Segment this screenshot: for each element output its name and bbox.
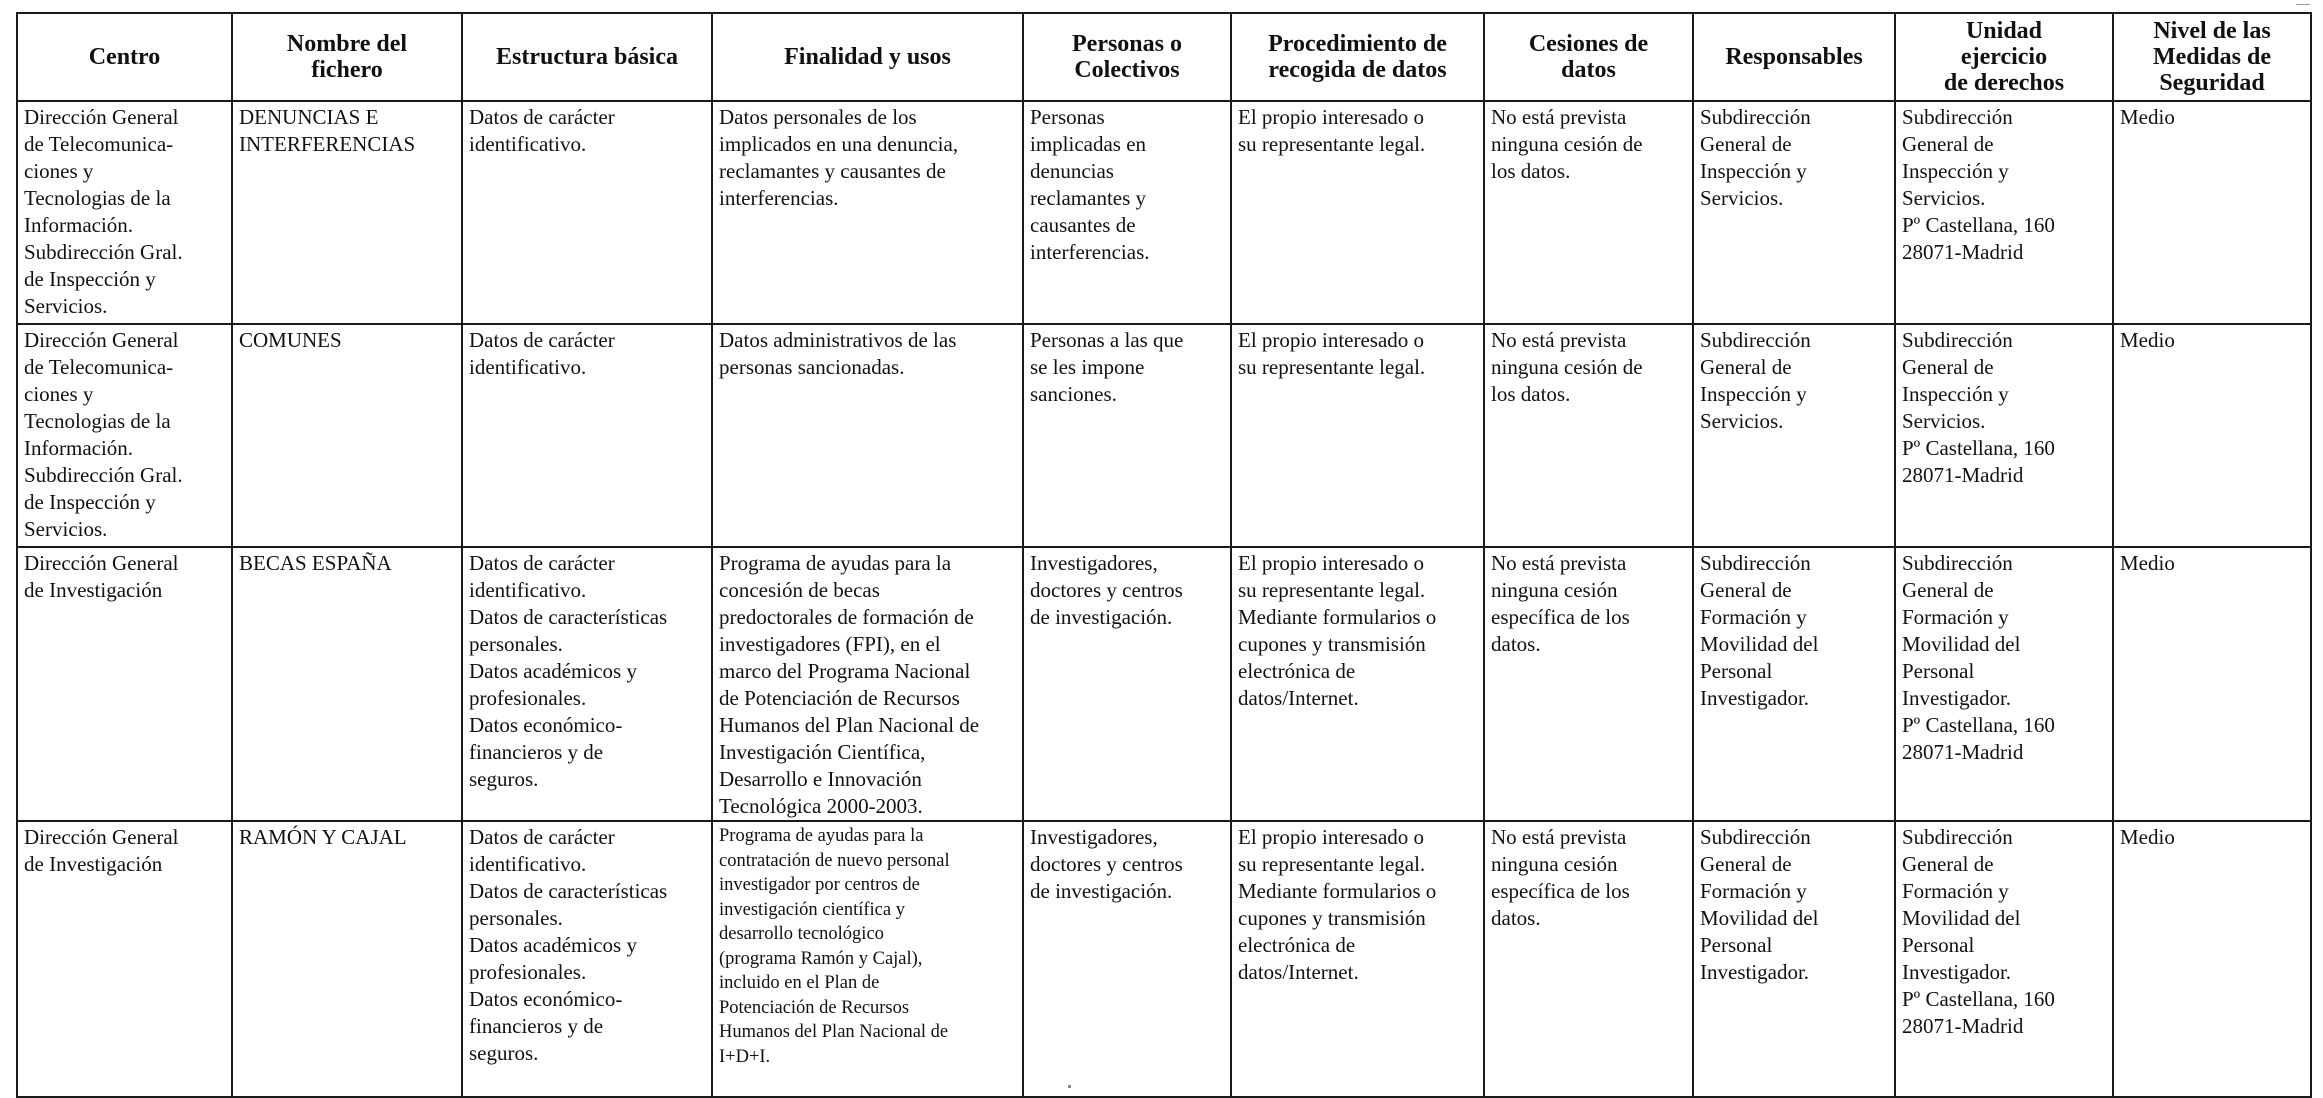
cell-cesiones: No está prevista ninguna cesión de los datos. (1484, 101, 1693, 324)
table-row (17, 101, 2311, 324)
header-nivel-seguridad: Nivel de las Medidas de Seguridad (2113, 13, 2311, 101)
header-procedimiento: Procedimiento de recogida de datos (1231, 13, 1484, 101)
cell-nombre: RAMÓN Y CAJAL (232, 821, 462, 1097)
cell-unidad: Subdirección General de Formación y Movilidad del Personal Investigador. Pº Castellana, 160 28071-Madrid (1895, 821, 2113, 1097)
cell-personas: Personas implicadas en denuncias reclamantes y causantes de interferencias. (1023, 101, 1231, 324)
scan-mark (2296, 4, 2310, 5)
table-row (17, 821, 2311, 1097)
cell-nombre: DENUNCIAS E INTERFERENCIAS (232, 101, 462, 324)
cell-cesiones: No está prevista ninguna cesión de los datos. (1484, 324, 1693, 547)
cell-procedimiento: El propio interesado o su representante legal. Mediante formularios o cupones y transmisión electrónica de datos/Internet. (1231, 821, 1484, 1097)
cell-estructura: Datos de carácter identificativo. Datos de características personales. Datos académicos y profesionales. Datos económico- financieros y de seguros. (462, 821, 712, 1097)
cell-cesiones: No está prevista ninguna cesión específica de los datos. (1484, 821, 1693, 1097)
cell-unidad: Subdirección General de Inspección y Servicios. Pº Castellana, 160 28071-Madrid (1895, 324, 2113, 547)
header-centro: Centro (17, 13, 232, 101)
cell-procedimiento: El propio interesado o su representante legal. Mediante formularios o cupones y transmisión electrónica de datos/Internet. (1231, 547, 1484, 821)
cell-centro: Dirección General de Investigación (17, 547, 232, 821)
header-cesiones: Cesiones de datos (1484, 13, 1693, 101)
cell-estructura: Datos de carácter identificativo. (462, 101, 712, 324)
cell-responsables: Subdirección General de Formación y Movilidad del Personal Investigador. (1693, 547, 1895, 821)
cell-centro: Dirección General de Telecomunica- ciones y Tecnologias de la Información. Subdirección Gral. de Inspección y Servicios. (17, 324, 232, 547)
data-files-table (16, 12, 2312, 1098)
cell-responsables: Subdirección General de Inspección y Servicios. (1693, 101, 1895, 324)
table-header-row (17, 13, 2311, 101)
cell-nivel: Medio (2113, 821, 2311, 1097)
cell-personas: Investigadores, doctores y centros de investigación. (1023, 547, 1231, 821)
cell-responsables: Subdirección General de Formación y Movilidad del Personal Investigador. (1693, 821, 1895, 1097)
cell-procedimiento: El propio interesado o su representante legal. (1231, 101, 1484, 324)
cell-estructura: Datos de carácter identificativo. (462, 324, 712, 547)
cell-nivel: Medio (2113, 547, 2311, 821)
cell-personas: Personas a las que se les impone sanciones. (1023, 324, 1231, 547)
header-unidad-derechos: Unidad ejercicio de derechos (1895, 13, 2113, 101)
cell-responsables: Subdirección General de Inspección y Servicios. (1693, 324, 1895, 547)
table-row (17, 547, 2311, 821)
cell-cesiones: No está prevista ninguna cesión específica de los datos. (1484, 547, 1693, 821)
cell-procedimiento: El propio interesado o su representante legal. (1231, 324, 1484, 547)
cell-finalidad: Datos administrativos de las personas sancionadas. (712, 324, 1023, 547)
cell-finalidad: Datos personales de los implicados en una denuncia, reclamantes y causantes de interferencias. (712, 101, 1023, 324)
table-row (17, 324, 2311, 547)
header-personas-colectivos: Personas o Colectivos (1023, 13, 1231, 101)
cell-centro: Dirección General de Investigación (17, 821, 232, 1097)
cell-personas: Investigadores, doctores y centros de investigación. (1023, 821, 1231, 1097)
header-responsables: Responsables (1693, 13, 1895, 101)
header-estructura-basica: Estructura básica (462, 13, 712, 101)
cell-centro: Dirección General de Telecomunica- ciones y Tecnologias de la Información. Subdirección Gral. de Inspección y Servicios. (17, 101, 232, 324)
header-finalidad-usos: Finalidad y usos (712, 13, 1023, 101)
header-nombre-fichero: Nombre del fichero (232, 13, 462, 101)
cell-estructura: Datos de carácter identificativo. Datos de características personales. Datos académicos y profesionales. Datos económico- financieros y de seguros. (462, 547, 712, 821)
cell-nombre: COMUNES (232, 324, 462, 547)
cell-finalidad: Programa de ayudas para la concesión de becas predoctorales de formación de investigadores (FPI), en el marco del Programa Nacional de Potenciación de Recursos Humanos del Plan Nacional de Investigación Científica, Desarrollo e Innovación Tecnológica 2000-2003. (712, 547, 1023, 821)
cell-unidad: Subdirección General de Inspección y Servicios. Pº Castellana, 160 28071-Madrid (1895, 101, 2113, 324)
cell-nivel: Medio (2113, 101, 2311, 324)
cell-unidad: Subdirección General de Formación y Movilidad del Personal Investigador. Pº Castellana, 160 28071-Madrid (1895, 547, 2113, 821)
cell-finalidad: Programa de ayudas para la contratación de nuevo personal investigador por centros de investigación científica y desarrollo tecnológico (programa Ramón y Cajal), incluido en el Plan de Potenciación de Recursos Humanos del Plan Nacional de I+D+I. (712, 821, 1023, 1097)
cell-nombre: BECAS ESPAÑA (232, 547, 462, 821)
cell-nivel: Medio (2113, 324, 2311, 547)
